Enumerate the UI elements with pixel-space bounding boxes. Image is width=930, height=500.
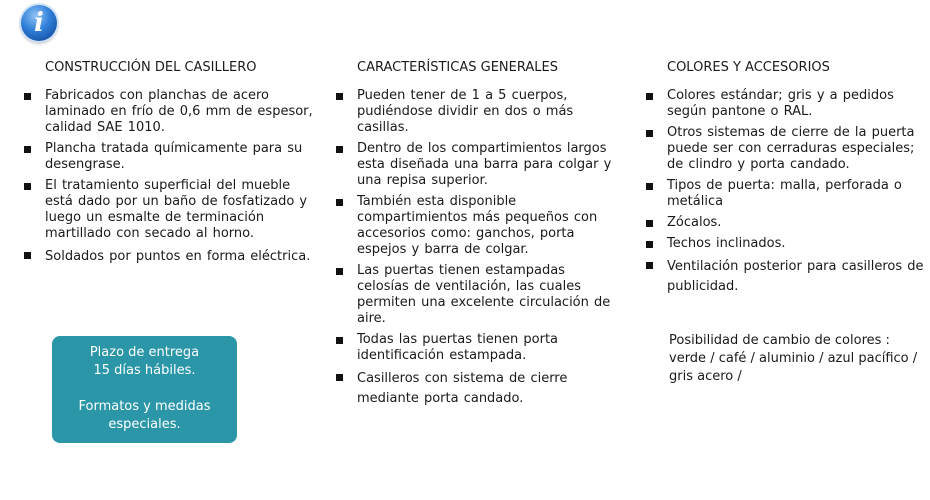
list-item: Dentro de los compartimientos largos esta diseñada una barra para colgar y una repisa superior.	[336, 141, 621, 189]
list-item: Tipos de puerta: malla, perforada o metálica	[646, 178, 930, 210]
list-item: Plancha tratada químicamente para su desengrase.	[24, 141, 314, 173]
delivery-line: Plazo de entrega	[89, 345, 200, 360]
list-item: Soldados por puntos en forma eléctrica.	[24, 247, 314, 267]
feature-list	[646, 88, 930, 297]
list-item: Otros sistemas de cierre de la puerta puede ser con cerraduras especiales; de clindro y porta candado.	[646, 125, 930, 173]
color-options-note	[669, 332, 930, 386]
info-icon	[21, 5, 57, 41]
feature-list	[24, 88, 314, 267]
column-title: CARACTERÍSTICAS GENERALES	[357, 60, 558, 75]
list-item: Ventilación posterior para casilleros de publicidad.	[646, 257, 930, 297]
list-item: Todas las puertas tienen porta identificación estampada.	[336, 332, 621, 364]
list-item: Techos inclinados.	[646, 236, 930, 252]
list-item: También esta disponible compartimientos más pequeños con accesorios como: ganchos, porta espejos y barra de colgar.	[336, 194, 621, 258]
list-item: Las puertas tienen estampadas celosías de ventilación, las cuales permiten una excelente circulación de aire.	[336, 263, 621, 327]
delivery-spacer	[52, 380, 237, 398]
column-construccion	[24, 60, 314, 272]
list-item: Fabricados con planchas de acero laminado en frío de 0,6 mm de espesor, calidad SAE 1010.	[24, 88, 314, 136]
delivery-line: Formatos y medidas	[78, 399, 211, 414]
list-item: Zócalos.	[646, 215, 930, 231]
column-caracteristicas	[336, 60, 621, 414]
delivery-line: 15 días hábiles.	[93, 363, 196, 378]
note-label: Posibilidad de cambio de colores :	[669, 333, 890, 348]
delivery-line: especiales.	[108, 417, 181, 432]
delivery-box	[52, 336, 237, 443]
column-title: COLORES Y ACCESORIOS	[667, 60, 830, 75]
list-item: Pueden tener de 1 a 5 cuerpos, pudiéndose dividir en dos o más casillas.	[336, 88, 621, 136]
info-glyph: i	[34, 7, 44, 38]
column-title: CONSTRUCCIÓN DEL CASILLERO	[45, 60, 257, 75]
list-item: Casilleros con sistema de cierre mediante porta candado.	[336, 369, 621, 409]
note-colors: verde / café / aluminio / azul pacífico / gris acero /	[669, 351, 918, 384]
list-item: El tratamiento superficial del mueble está dado por un baño de fosfatizado y luego un esmalte de terminación martillado con secado al horno.	[24, 178, 314, 242]
list-item: Colores estándar; gris y a pedidos según pantone o RAL.	[646, 88, 930, 120]
column-colores	[646, 60, 930, 302]
feature-list	[336, 88, 621, 409]
